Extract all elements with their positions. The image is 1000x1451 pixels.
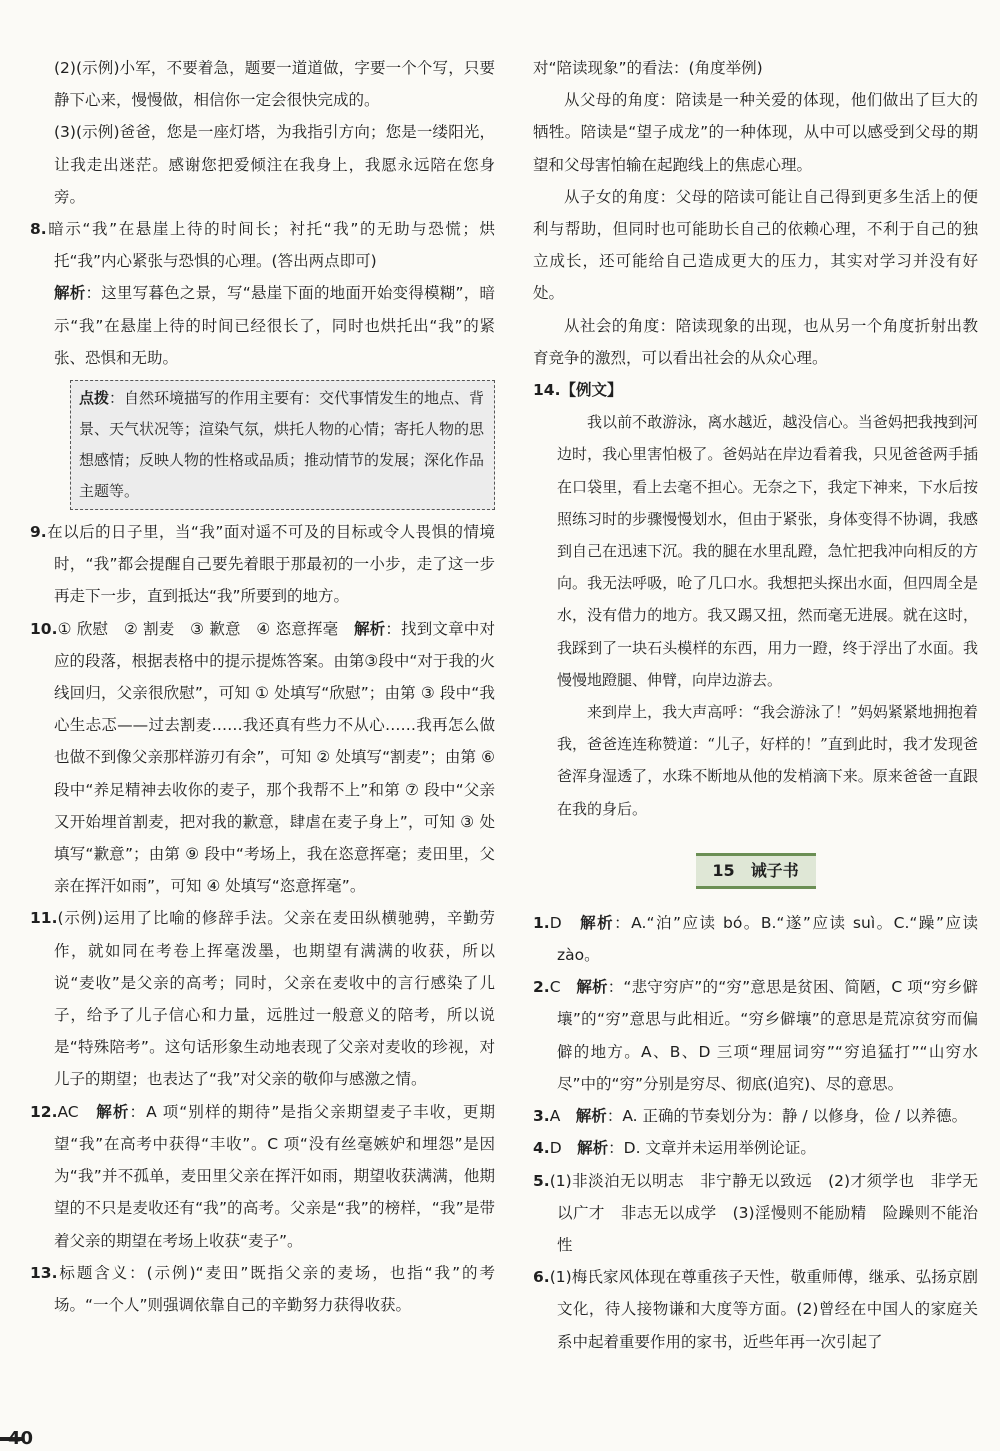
tip-text: ：自然环境描写的作用主要有：交代事情发生的地点、背景、天气状况等；渲染气氛，烘托人物的心情；寄托人物的思想感情；反映人物的性格或品质；推动情节的发展；深化作品主题等。	[79, 389, 485, 501]
answer-text: A	[549, 1107, 576, 1126]
example-essay-paragraph-1: 我以前不敢游泳，离水越近，越没信心。当爸妈把我拽到河边时，我心里害怕极了。爸妈站在岸边看着我，只见爸爸两手插在口袋里，看上去毫不担心。无奈之下，我定下神来，下水后按照练习时的步骤慢慢划水，但由于紧张，身体变得不协调，我感到自己在迅速下沉。我的腿在水里乱蹬，急忙把我冲向相反的方向。我无法呼吸，呛了几口水。我想把头探出水面，但四周全是水，没有借力的地方。我又踢又扭，然而毫无进展。就在这时，我踩到了一块石头模样的东西，用力一蹬，终于浮出了水面。我慢慢地蹬腿、伸臂，向岸边游去。	[557, 413, 978, 689]
lesson-answer-1	[533, 907, 983, 971]
question-number: 12.	[30, 1102, 58, 1121]
tip-label: 点拨	[79, 389, 110, 408]
answer-text: 在以后的日子里，当“我”面对遥不可及的目标或令人畏惧的情境时，“我”都会提醒自己要先着眼于那最初的一小步，走了这一步再走下一步，直到抵达“我”所要到的地方。	[46, 523, 495, 606]
answer-11	[30, 902, 495, 1095]
answer-7-2: (2)(示例)小军，不要着急，题要一道道做，字要一个个写，只要静下心来，慢慢做，相信你一定会很快完成的。	[54, 59, 495, 110]
example-label: 【例文】	[560, 381, 623, 400]
answer-13-society-view: 从社会的角度：陪读现象的出现，也从另一个角度折射出教育竞争的激烈，可以看出社会的从众心理。	[533, 316, 978, 367]
lesson-answer-4	[533, 1132, 978, 1164]
answer-9	[30, 516, 495, 613]
answer-text: (1)非淡泊无以明志 非宁静无以致远 (2)才须学也 非学无以广才 非志无以成学 (3)淫慢则不能励精 险躁则不能治性	[549, 1171, 978, 1254]
answer-text: ① 欣慰 ② 割麦 ③ 歉意 ④ 恣意挥毫	[57, 619, 354, 638]
lesson-name: 诫子书	[750, 860, 799, 880]
answer-text: AC	[57, 1102, 97, 1121]
lesson-answer-6	[533, 1261, 978, 1358]
analysis-label: 解析	[96, 1102, 130, 1121]
lesson-number: 15	[712, 860, 735, 880]
analysis-text: ：A. 正确的节奏划分为：静 / 以修身，俭 / 以养德。	[606, 1107, 968, 1126]
question-number: 14.	[533, 381, 561, 400]
analysis-text: ：这里写暮色之景，写“悬崖下面的地面开始变得模糊”，暗示“我”在悬崖上待的时间已经很长了，同时也烘托出“我”的紧张、恐惧和无助。	[54, 284, 495, 367]
question-number: 9.	[30, 523, 47, 542]
page-number: 40	[8, 1428, 34, 1449]
answer-7-3: (3)(示例)爸爸，您是一座灯塔，为我指引方向；您是一缕阳光，让我走出迷茫。感谢您把爱倾注在我身上，我愿永远陪在您身旁。	[54, 123, 495, 206]
analysis-label: 解析	[54, 284, 86, 303]
answer-10	[30, 613, 500, 903]
answer-text: D	[549, 1139, 578, 1158]
example-essay-paragraph-2: 来到岸上，我大声高呼：“我会游泳了！”妈妈紧紧地拥抱着我，爸爸连连称赞道：“儿子，好样的！”直到此时，我才发现爸爸浑身湿透了，水珠不断地从他的发梢滴下来。原来爸爸一直跟在我的身后。	[557, 703, 978, 818]
question-number: 1.	[533, 913, 550, 932]
answer-text: D	[549, 913, 581, 932]
analysis-text: ：D. 文章并未运用举例论证。	[608, 1139, 816, 1158]
answer-text: C	[549, 978, 577, 997]
answer-13-child-view: 从子女的角度：父母的陪读可能让自己得到更多生活上的便利与帮助，但同时也可能助长自己的依赖心理，不利于自己的独立成长，还可能给自己造成更大的压力，其实对学习并没有好处。	[533, 187, 978, 303]
lesson-answer-5	[533, 1165, 978, 1262]
answer-13	[30, 1257, 495, 1321]
analysis-text: ：A.“泊”应读 bó。B.“遂”应读 suì。C.“躁”应读 zào。	[557, 913, 983, 965]
analysis-label: 解析	[575, 1107, 607, 1126]
answer-text: 标题含义：(示例)“麦田”既指父亲的麦场，也指“我”的考场。“一个人”则强调依靠自己的辛勤努力获得收获。	[54, 1263, 495, 1314]
answer-13-view-heading: 对“陪读现象”的看法：(角度举例)	[533, 59, 763, 77]
right-column	[533, 52, 983, 1358]
analysis-label: 解析	[577, 1139, 609, 1158]
question-number: 11.	[30, 909, 58, 928]
lesson-answer-2	[533, 971, 978, 1100]
question-number: 3.	[533, 1107, 550, 1126]
question-number: 5.	[533, 1171, 550, 1190]
answer-text: 暗示“我”在悬崖上待的时间长；衬托“我”的无助与恐慌；烘托“我”内心紧张与恐惧的心理。(答出两点即可)	[46, 220, 495, 271]
analysis-text: ：A 项“别样的期待”是指父亲期望麦子丰收，更期望“我”在高考中获得“丰收”。C 项“没有丝毫嫉妒和埋怨”是因为“我”并不孤单，麦田里父亲在挥汗如雨，期望收获满满，他期望的不只是麦收还有“我”的高考。父亲是“我”的榜样，“我”是带着父亲的期望在考场上收获“麦子”。	[54, 1102, 495, 1250]
question-number: 8.	[30, 220, 47, 239]
question-number: 13.	[30, 1263, 58, 1282]
answer-text: (1)梅氏家风体现在尊重孩子天性，敬重师傅，继承、弘扬京剧文化，待人接物谦和大度等方面。(2)曾经在中国人的家庭关系中起着重要作用的家书，近些年再一次引起了	[549, 1268, 978, 1351]
question-number: 6.	[533, 1268, 550, 1287]
analysis-text: ：找到文章中对应的段落，根据表格中的提示提炼答案。由第③段中“对于我的火线回归，父亲很欣慰”，可知 ① 处填写“欣慰”；由第 ③ 段中“我心生忐忑——过去割麦……我还真有些力不从心……我再怎么做也做不到像父亲那样游刃有余”，可知 ② 处填写“割麦”；由第 ⑥ 段中“养足精神去收你的麦子，那个我帮不上”和第 ⑦ 段中“父亲又开始埋首割麦，把对我的歉意，肆虐在麦子身上”，可知 ③ 处填写“歉意”；由第 ⑨ 段中“考场上，我在恣意挥毫；麦田里，父亲在挥汗如雨”，可知 ④ 处填写“恣意挥毫”。	[54, 619, 500, 896]
answer-12	[30, 1096, 495, 1257]
answer-text: (示例)运用了比喻的修辞手法。父亲在麦田纵横驰骋，辛勤劳作，就如同在考卷上挥毫泼墨，也期望有满满的收获，所以说“麦收”是父亲的高考；同时，父亲在麦收中的言行感染了儿子，给予了儿子信心和力量，远胜过一般意义的陪考，所以说是“特殊陪考”。这句话形象生动地表现了父亲对麦收的珍视，对儿子的期望；也表达了“我”对父亲的敬仰与感激之情。	[54, 909, 495, 1089]
answer-13-parent-view: 从父母的角度：陪读是一种关爱的体现，他们做出了巨大的牺牲。陪读是“望子成龙”的一种体现，从中可以感受到父母的期望和父母害怕输在起跑线上的焦虑心理。	[533, 91, 978, 174]
answer-8	[30, 213, 495, 277]
lesson-answer-3	[533, 1100, 978, 1132]
question-number: 4.	[533, 1139, 550, 1158]
left-column	[30, 52, 500, 1321]
tip-box	[70, 380, 495, 510]
question-number: 2.	[533, 978, 550, 997]
lesson-title	[696, 853, 816, 889]
analysis-label: 解析	[580, 913, 615, 932]
answer-14-heading	[533, 374, 978, 406]
question-number: 10.	[30, 619, 58, 638]
analysis-label: 解析	[576, 978, 608, 997]
analysis-text: ：“悲守穷庐”的“穷”意思是贫困、简陋，C 项“穷乡僻壤”的“穷”意思与此相近。“穷乡僻壤”的意思是荒凉贫穷而偏僻的地方。A、B、D 三项“理屈词穷”“穷追猛打”“山穷水尽”中的“穷”分别是穷尽、彻底(追究)、尽的意思。	[557, 978, 979, 1093]
answer-8-analysis	[30, 277, 495, 374]
analysis-label: 解析	[354, 619, 386, 638]
